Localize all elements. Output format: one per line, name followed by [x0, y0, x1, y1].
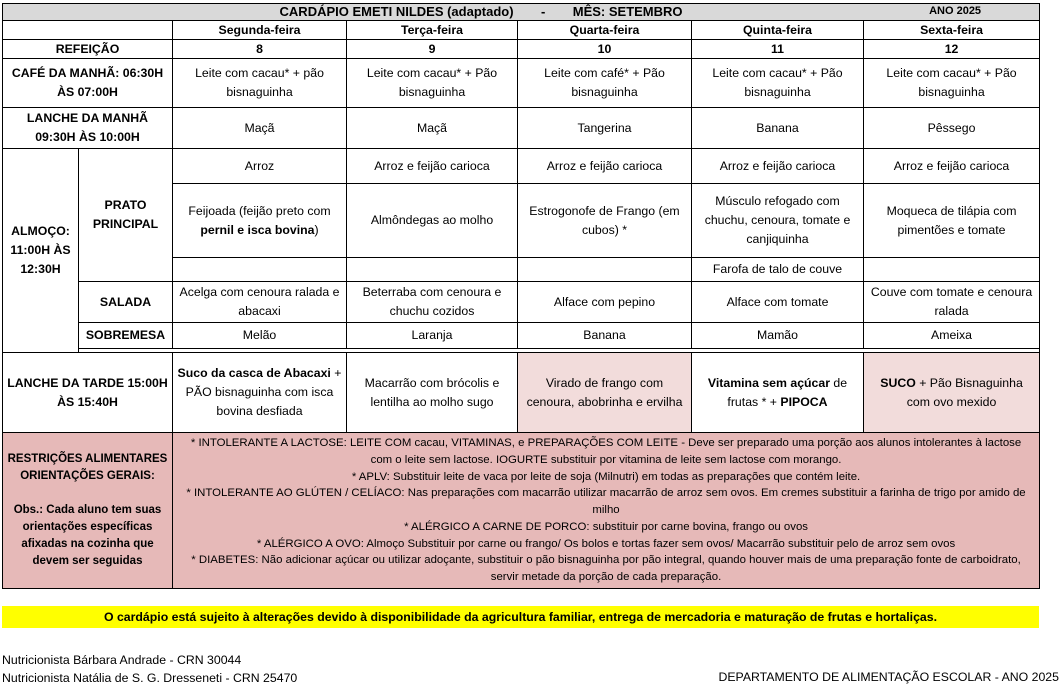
restricoes-text: [173, 433, 1040, 589]
day-number-thu: 11: [692, 40, 864, 59]
cafe-thu: Leite com cacau* + Pão bisnaguinha: [692, 59, 864, 108]
cafe-fri: Leite com cacau* + Pão bisnaguinha: [864, 59, 1040, 108]
extra-fri: [864, 258, 1040, 282]
lanche-tarde-mon: [173, 353, 347, 433]
lanche-manha-label: [3, 108, 173, 149]
lanche-manha-fri: Pêssego: [864, 108, 1040, 149]
menu-table: [2, 3, 1040, 589]
prato-principal-label: [79, 149, 173, 282]
day-number-mon: 8: [173, 40, 347, 59]
restricoes-label-line2: ORIENTAÇÕES GERAIS:: [20, 470, 155, 482]
prato-label-line1: PRATO: [104, 198, 147, 212]
sobremesa-label: SOBREMESA: [79, 323, 173, 349]
prato-mon-text: Feijoada (feijão preto com: [188, 203, 331, 218]
prato-mon-close: ): [314, 222, 319, 237]
lanche-tarde-label: [3, 353, 173, 433]
salada-tue: Beterraba com cenoura e chuchu cozidos: [347, 282, 518, 323]
prato-mon-bold: pernil e isca bovina: [200, 222, 315, 237]
day-number-wed: 10: [518, 40, 692, 59]
restricoes-label-line1: RESTRIÇÕES ALIMENTARES: [7, 453, 168, 465]
lanche-manha-wed: Tangerina: [518, 108, 692, 149]
day-header-mon: Segunda-feira: [173, 21, 347, 40]
prato-label-line2: PRINCIPAL: [92, 217, 159, 231]
prato-thu: Músculo refogado com chuchu, cenoura, tomate e canjiquinha: [692, 184, 864, 258]
title-row: [3, 4, 1040, 21]
lanche-tarde-tue: Macarrão com brócolis e lentilha ao molho sugo: [347, 353, 518, 433]
lanche-tarde-mon-text: + PÃO bisnaguinha com isca bovina desfiada: [185, 366, 342, 418]
lanche-tarde-fri: [864, 353, 1040, 433]
day-header-thu: Quinta-feira: [692, 21, 864, 40]
restricao-diabetes: * DIABETES: Não adicionar açúcar ou utilizar adoçante, substituir o pão bisnaguinha por pão integral, quando houver mais de uma preparação fonte de carboidrato, servir metade da porção de cada preparação.: [191, 554, 1021, 584]
day-header-tue: Terça-feira: [347, 21, 518, 40]
title-dash: -: [540, 4, 546, 19]
almoco-label-line1: ALMOÇO:: [11, 224, 70, 238]
day-number-fri: 12: [864, 40, 1040, 59]
arroz-mon: Arroz: [173, 149, 347, 184]
arroz-wed: Arroz e feijão carioca: [518, 149, 692, 184]
arroz-thu: Arroz e feijão carioca: [692, 149, 864, 184]
salada-mon: Acelga com cenoura ralada e abacaxi: [173, 282, 347, 323]
nutritionist-1: Nutricionista Bárbara Andrade - CRN 30044: [2, 653, 242, 667]
restricao-porco: * ALÉRGICO A CARNE DE PORCO: substituir por carne bovina, frango ou ovos: [404, 520, 808, 533]
lanche-manha-tue: Maçã: [347, 108, 518, 149]
prato-wed: Estrogonofe de Frango (em cubos) *: [518, 184, 692, 258]
sobremesa-tue: Laranja: [347, 323, 518, 349]
restricao-aplv: * APLV: Substituir leite de vaca por leite de soja (Milnutri) em todas as preparações que contém leite.: [351, 470, 861, 483]
salada-thu: Alface com tomate: [692, 282, 864, 323]
extra-mon: [173, 258, 347, 282]
restricao-lactose: * INTOLERANTE A LACTOSE: LEITE COM cacau, VITAMINAS, e PREPARAÇÕES COM LEITE - Deve ser preparado uma porção aos alunos intolerantes à lactose com o leite sem lactose. IOGURTE substituir por vitamina de leite sem lactose com morango.: [190, 436, 1022, 466]
restricoes-label: [3, 433, 173, 589]
cafe-label: [3, 59, 173, 108]
restricao-ovo: * ALÉRGICO A OVO: Almoço Substituir por carne ou frango/ Os bolos e tortas fazer sem ovos/ Macarrão substituir pelo de arroz sem ovos: [256, 537, 956, 550]
lanche-manha-label-line1: LANCHE DA MANHÃ: [26, 111, 149, 125]
arroz-tue: Arroz e feijão carioca: [347, 149, 518, 184]
extra-wed: [518, 258, 692, 282]
menu-year: ANO 2025: [929, 5, 982, 17]
sobremesa-wed: Banana: [518, 323, 692, 349]
sobremesa-thu: Mamão: [692, 323, 864, 349]
farofa-thu: Farofa de talo de couve: [692, 258, 864, 282]
lanche-tarde-label-line1: LANCHE DA TARDE 15:00H: [7, 375, 168, 390]
lanche-tarde-mon-bold: Suco da casca de Abacaxi: [177, 366, 331, 380]
prato-mon: [173, 184, 347, 258]
lanche-tarde-thu-pipoca: PIPOCA: [780, 394, 828, 409]
day-number-tue: 9: [347, 40, 518, 59]
arroz-fri: Arroz e feijão carioca: [864, 149, 1040, 184]
almoco-label-line3: 12:30H: [20, 262, 61, 276]
lanche-tarde-thu-text: de frutas * +: [727, 375, 848, 409]
cafe-wed: Leite com café* + Pão bisnaguinha: [518, 59, 692, 108]
prato-tue: Almôndegas ao molho: [347, 184, 518, 258]
lanche-tarde-label-line2: ÀS 15:40H: [57, 394, 118, 409]
lanche-manha-label-line2: 09:30H ÀS 10:00H: [35, 130, 140, 144]
lanche-manha-thu: Banana: [692, 108, 864, 149]
lanche-tarde-wed: Virado de frango com cenoura, abobrinha e ervilha: [518, 353, 692, 433]
menu-month: MÊS: SETEMBRO: [572, 4, 683, 19]
nutritionist-2: Nutricionista Natália de S. G. Dresseneti - CRN 25470: [2, 671, 298, 685]
cafe-mon: Leite com cacau* + pão bisnaguinha: [173, 59, 347, 108]
restricoes-obs: Obs.: Cada aluno tem suas orientações específicas afixadas na cozinha que devem ser seguidas: [13, 504, 162, 567]
cafe-label-line1: CAFÉ DA MANHÃ: 06:30H: [11, 66, 164, 80]
salada-wed: Alface com pepino: [518, 282, 692, 323]
cafe-label-line2: ÀS 07:00H: [57, 85, 118, 99]
lanche-tarde-thu-bold: Vitamina sem açúcar: [707, 375, 831, 390]
prato-fri: Moqueca de tilápia com pimentões e tomate: [864, 184, 1040, 258]
corner-cell: [3, 21, 173, 40]
day-header-fri: Sexta-feira: [864, 21, 1040, 40]
menu-title: CARDÁPIO EMETI NILDES (adaptado): [279, 4, 514, 19]
nutritionists: [2, 651, 297, 687]
almoco-label: [3, 149, 79, 353]
day-header-wed: Quarta-feira: [518, 21, 692, 40]
salada-fri: Couve com tomate e cenoura ralada: [864, 282, 1040, 323]
lanche-tarde-fri-text: + Pão Bisnaguinha com ovo mexido: [906, 375, 1023, 409]
refeicao-header: REFEIÇÃO: [3, 40, 173, 59]
lanche-tarde-thu: [692, 353, 864, 433]
extra-tue: [347, 258, 518, 282]
lanche-manha-mon: Maçã: [173, 108, 347, 149]
restricao-gluten: * INTOLERANTE AO GLÚTEN / CELÍACO: Nas preparações com macarrão utilizar macarrão de arroz sem ovos. Em cremes substituir a farinha de trigo por amido de milho: [186, 487, 1026, 517]
cafe-tue: Leite com cacau* + Pão bisnaguinha: [347, 59, 518, 108]
lanche-tarde-fri-bold: SUCO: [880, 375, 916, 390]
notice-banner: O cardápio está sujeito à alterações devido à disponibilidade da agricultura familiar, entrega de mercadoria e maturação de frutas e hortaliças.: [2, 606, 1039, 628]
department-footer: DEPARTAMENTO DE ALIMENTAÇÃO ESCOLAR - ANO 2025: [718, 670, 1059, 684]
sobremesa-mon: Melão: [173, 323, 347, 349]
sobremesa-fri: Ameixa: [864, 323, 1040, 349]
salada-label: SALADA: [79, 282, 173, 323]
almoco-label-line2: 11:00H ÀS: [10, 243, 71, 257]
